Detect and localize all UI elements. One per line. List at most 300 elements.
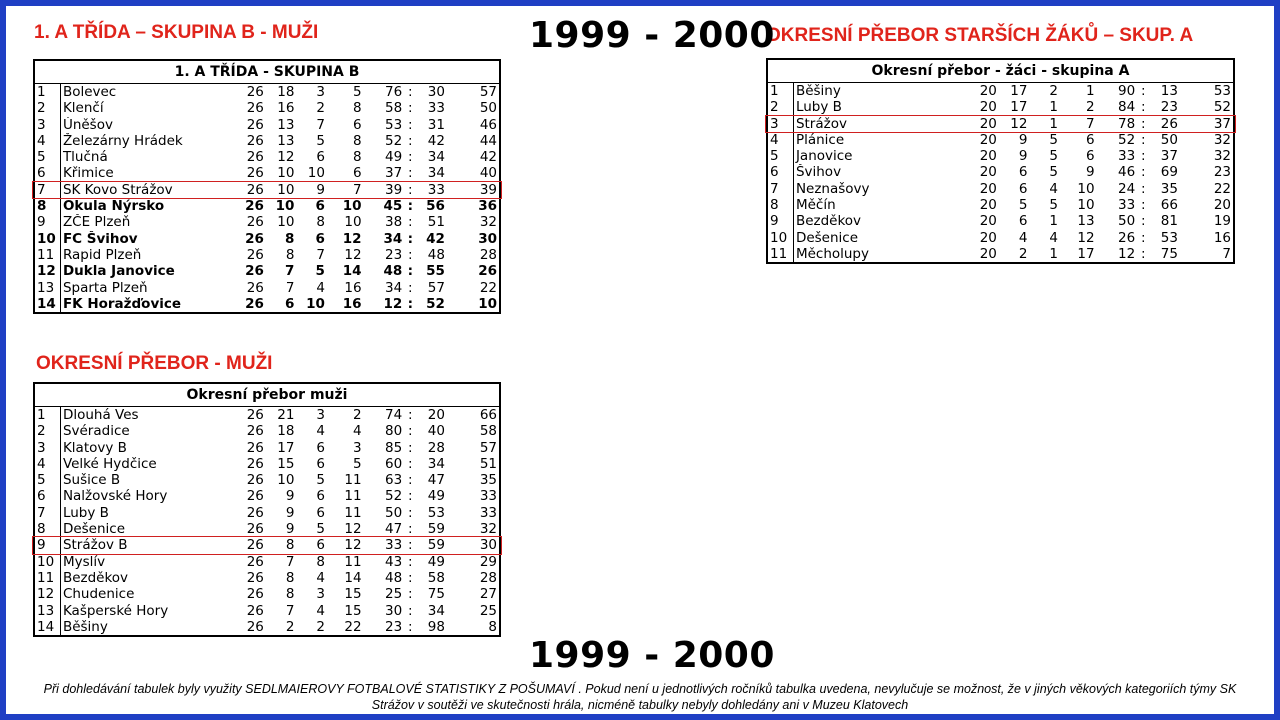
- rank-cell: 9: [767, 213, 793, 229]
- losses-cell: 10: [1077, 180, 1095, 197]
- losses-cell: 14: [342, 263, 362, 280]
- standings-table-a-trida: [33, 59, 501, 314]
- goals-against-cell: 40: [427, 423, 445, 440]
- draws-cell: 4: [316, 423, 325, 440]
- score-separator-cell: :: [1141, 164, 1146, 181]
- draws-cell: 5: [316, 132, 325, 149]
- losses-cell: 13: [1077, 213, 1095, 230]
- rank-cell: 13: [34, 280, 60, 296]
- points-cell: 32: [1213, 148, 1231, 165]
- played-cell: 20: [979, 245, 997, 262]
- points-cell: 29: [479, 553, 497, 570]
- table-row: [767, 246, 1234, 263]
- points-cell: 32: [479, 521, 497, 538]
- wins-cell: 10: [277, 472, 295, 489]
- table-row: [767, 148, 1234, 164]
- draws-cell: 6: [316, 504, 325, 521]
- goals-for-cell: 53: [385, 116, 403, 133]
- goals-for-cell: 33: [385, 537, 403, 554]
- wins-cell: 9: [285, 504, 295, 521]
- table-row: [34, 214, 500, 230]
- rank-cell: 8: [34, 198, 60, 214]
- wins-cell: 9: [285, 521, 295, 538]
- goals-against-cell: 31: [427, 116, 445, 133]
- points-cell: 57: [479, 439, 497, 456]
- wins-cell: 12: [1010, 115, 1028, 132]
- wins-cell: 17: [1010, 99, 1028, 116]
- score-separator-cell: :: [408, 116, 413, 133]
- goals-for-cell: 46: [1118, 164, 1136, 181]
- score-separator-cell: :: [1141, 131, 1146, 148]
- heading-a-trida: 1. A TŘÍDA – SKUPINA B - MUŽI: [34, 22, 319, 43]
- points-cell: 35: [479, 472, 497, 489]
- losses-cell: 10: [1077, 197, 1095, 214]
- played-cell: 26: [246, 407, 264, 423]
- score-separator-cell: :: [408, 488, 413, 505]
- draws-cell: 3: [316, 586, 325, 603]
- team-name-cell: Strážov B: [62, 537, 128, 554]
- table-row: [767, 197, 1234, 213]
- rank-cell: 12: [34, 586, 60, 602]
- team-name-cell: Klenčí: [62, 100, 104, 117]
- points-cell: 33: [479, 504, 497, 521]
- footnote: Při dohledávání tabulek byly využity SEDLMAIEROVY FOTBALOVÉ STATISTIKY Z POŠUMAVÍ . Pokud není u jednotlivých ročníků tabulka uvedena, nevylučuje se možnost, že v jiných věkových kategoriích týmy SK Strážov v soutěži ve skutečnosti hrála, nicméně tabulky nebyly dohledány ani v Muzeu Klatovech: [43, 682, 1237, 712]
- table-row: [34, 117, 500, 133]
- score-separator-cell: :: [1141, 180, 1146, 197]
- standings-table-okresni-zaci: [766, 58, 1235, 264]
- goals-against-cell: 20: [427, 407, 445, 423]
- played-cell: 26: [246, 586, 264, 603]
- rank-cell: 6: [34, 488, 60, 504]
- table-row: [34, 440, 500, 456]
- table-row: [34, 537, 500, 553]
- table-row: [34, 619, 500, 636]
- table-row: [34, 247, 500, 263]
- table-row: [34, 280, 500, 296]
- table-row: [34, 472, 500, 488]
- goals-for-cell: 76: [385, 84, 403, 100]
- goals-for-cell: 48: [385, 569, 403, 586]
- played-cell: 20: [979, 115, 997, 132]
- team-name-cell: Plánice: [795, 131, 845, 148]
- goals-against-cell: 42: [427, 132, 445, 149]
- points-cell: 66: [479, 407, 497, 423]
- score-separator-cell: :: [1141, 245, 1146, 262]
- played-cell: 26: [246, 423, 264, 440]
- goals-for-cell: 47: [385, 521, 403, 538]
- points-cell: 57: [479, 84, 497, 100]
- played-cell: 26: [246, 488, 264, 505]
- draws-cell: 1: [1049, 245, 1058, 262]
- table-title: Okresní přebor - žáci - skupina A: [767, 59, 1234, 83]
- goals-for-cell: 23: [385, 246, 403, 263]
- wins-cell: 17: [277, 439, 295, 456]
- losses-cell: 4: [352, 423, 362, 440]
- played-cell: 26: [246, 214, 264, 231]
- wins-cell: 13: [277, 116, 295, 133]
- wins-cell: 4: [1018, 229, 1028, 246]
- table-row: [34, 423, 500, 439]
- goals-for-cell: 90: [1118, 83, 1136, 99]
- table-title: Okresní přebor muži: [34, 383, 500, 407]
- table-row: [767, 116, 1234, 132]
- goals-for-cell: 12: [383, 295, 403, 312]
- losses-cell: 2: [352, 407, 362, 423]
- losses-cell: 5: [352, 455, 362, 472]
- wins-cell: 17: [1010, 83, 1028, 99]
- goals-for-cell: 24: [1118, 180, 1136, 197]
- goals-against-cell: 33: [427, 100, 445, 117]
- points-cell: 50: [479, 100, 497, 117]
- team-name-cell: Běšiny: [62, 618, 108, 635]
- losses-cell: 9: [1085, 164, 1095, 181]
- losses-cell: 12: [1077, 229, 1095, 246]
- draws-cell: 4: [316, 569, 325, 586]
- goals-against-cell: 59: [427, 521, 445, 538]
- played-cell: 26: [246, 279, 264, 296]
- table-row: [34, 149, 500, 165]
- team-name-cell: Úněšov: [62, 116, 113, 133]
- points-cell: 39: [479, 181, 497, 198]
- score-separator-cell: :: [407, 198, 414, 215]
- wins-cell: 10: [277, 181, 295, 198]
- draws-cell: 3: [316, 407, 325, 423]
- rank-cell: 6: [767, 164, 793, 180]
- score-separator-cell: :: [1141, 197, 1146, 214]
- wins-cell: 18: [277, 84, 295, 100]
- score-separator-cell: :: [1141, 99, 1146, 116]
- score-separator-cell: :: [408, 537, 413, 554]
- rank-cell: 7: [34, 182, 60, 198]
- played-cell: 20: [979, 180, 997, 197]
- rank-cell: 5: [767, 148, 793, 164]
- score-separator-cell: :: [408, 407, 413, 423]
- table-row: [767, 164, 1234, 180]
- score-separator-cell: :: [1141, 83, 1146, 99]
- score-separator-cell: :: [408, 149, 413, 166]
- points-cell: 46: [479, 116, 497, 133]
- goals-against-cell: 34: [427, 165, 445, 182]
- points-cell: 33: [479, 488, 497, 505]
- goals-against-cell: 52: [426, 295, 445, 312]
- goals-for-cell: 52: [385, 488, 403, 505]
- team-name-cell: Myslív: [62, 553, 106, 570]
- team-name-cell: Železárny Hrádek: [62, 132, 183, 149]
- goals-against-cell: 75: [427, 586, 445, 603]
- score-separator-cell: :: [408, 618, 413, 635]
- goals-for-cell: 49: [385, 149, 403, 166]
- played-cell: 26: [246, 165, 264, 182]
- team-name-cell: Luby B: [62, 504, 109, 521]
- rank-cell: 2: [34, 423, 60, 439]
- score-separator-cell: :: [1141, 115, 1146, 132]
- heading-okresni-muzi: OKRESNÍ PŘEBOR - MUŽI: [36, 353, 273, 374]
- points-cell: 58: [479, 423, 497, 440]
- rank-cell: 12: [34, 263, 60, 279]
- points-cell: 36: [478, 198, 497, 215]
- points-cell: 8: [488, 618, 497, 635]
- rank-cell: 9: [34, 214, 60, 230]
- table-row: [34, 456, 500, 472]
- goals-against-cell: 23: [1160, 99, 1178, 116]
- losses-cell: 8: [352, 132, 362, 149]
- team-name-cell: Bezděkov: [62, 569, 129, 586]
- table-row: [34, 100, 500, 116]
- played-cell: 26: [246, 116, 264, 133]
- table-row: [34, 263, 500, 279]
- team-name-cell: Okula Nýrsko: [62, 198, 165, 215]
- wins-cell: 16: [277, 100, 295, 117]
- losses-cell: 6: [1085, 131, 1095, 148]
- draws-cell: 4: [1049, 229, 1058, 246]
- table-row: [34, 554, 500, 570]
- points-cell: 37: [1213, 115, 1231, 132]
- draws-cell: 1: [1049, 99, 1058, 116]
- losses-cell: 16: [344, 279, 362, 296]
- goals-for-cell: 33: [1118, 197, 1136, 214]
- goals-against-cell: 50: [1160, 131, 1178, 148]
- rank-cell: 3: [767, 116, 793, 132]
- points-cell: 30: [479, 537, 497, 554]
- points-cell: 32: [479, 214, 497, 231]
- team-name-cell: Rapid Plzeň: [62, 246, 142, 263]
- points-cell: 28: [479, 246, 497, 263]
- team-name-cell: Švihov: [795, 164, 842, 181]
- draws-cell: 5: [316, 521, 325, 538]
- rank-cell: 7: [34, 505, 60, 521]
- score-separator-cell: :: [408, 504, 413, 521]
- team-name-cell: ZČE Plzeň: [62, 214, 131, 231]
- wins-cell: 12: [277, 149, 295, 166]
- losses-cell: 11: [344, 553, 362, 570]
- played-cell: 20: [979, 213, 997, 230]
- goals-against-cell: 48: [427, 246, 445, 263]
- wins-cell: 8: [285, 586, 295, 603]
- wins-cell: 6: [1018, 180, 1028, 197]
- team-name-cell: Dlouhá Ves: [62, 407, 139, 423]
- goals-against-cell: 58: [427, 569, 445, 586]
- losses-cell: 14: [344, 569, 362, 586]
- score-separator-cell: :: [408, 602, 413, 619]
- goals-against-cell: 75: [1160, 245, 1178, 262]
- table-row: [34, 603, 500, 619]
- wins-cell: 2: [285, 618, 295, 635]
- table-row: [34, 488, 500, 504]
- played-cell: 20: [979, 229, 997, 246]
- losses-cell: 11: [344, 472, 362, 489]
- rank-cell: 3: [34, 117, 60, 133]
- rank-cell: 9: [34, 537, 60, 553]
- table-row: [34, 182, 500, 198]
- table-row: [34, 198, 500, 214]
- score-separator-cell: :: [408, 569, 413, 586]
- wins-cell: 8: [285, 569, 295, 586]
- draws-cell: 1: [1049, 213, 1058, 230]
- goals-for-cell: 50: [385, 504, 403, 521]
- losses-cell: 8: [352, 149, 362, 166]
- draws-cell: 7: [316, 116, 325, 133]
- points-cell: 7: [1222, 245, 1231, 262]
- goals-against-cell: 66: [1160, 197, 1178, 214]
- goals-against-cell: 42: [426, 230, 445, 247]
- team-name-cell: Luby B: [795, 99, 842, 116]
- score-separator-cell: :: [407, 230, 414, 247]
- rank-cell: 8: [34, 521, 60, 537]
- losses-cell: 10: [342, 198, 362, 215]
- goals-against-cell: 33: [427, 181, 445, 198]
- played-cell: 26: [245, 198, 264, 215]
- goals-against-cell: 34: [427, 149, 445, 166]
- goals-for-cell: 58: [385, 100, 403, 117]
- draws-cell: 6: [316, 455, 325, 472]
- table-row: [767, 99, 1234, 115]
- team-name-cell: Sušice B: [62, 472, 121, 489]
- played-cell: 26: [246, 602, 264, 619]
- goals-against-cell: 34: [427, 602, 445, 619]
- table-row: [34, 521, 500, 537]
- goals-for-cell: 63: [385, 472, 403, 489]
- losses-cell: 8: [352, 100, 362, 117]
- score-separator-cell: :: [408, 246, 413, 263]
- score-separator-cell: :: [408, 553, 413, 570]
- draws-cell: 5: [1049, 197, 1058, 214]
- goals-for-cell: 78: [1118, 115, 1136, 132]
- losses-cell: 15: [344, 586, 362, 603]
- wins-cell: 7: [285, 279, 295, 296]
- draws-cell: 5: [1049, 148, 1058, 165]
- losses-cell: 6: [1085, 148, 1095, 165]
- table-row: [34, 165, 500, 181]
- wins-cell: 8: [285, 537, 295, 554]
- wins-cell: 10: [277, 165, 295, 182]
- team-name-cell: Strážov: [795, 115, 847, 132]
- played-cell: 26: [246, 100, 264, 117]
- score-separator-cell: :: [408, 132, 413, 149]
- played-cell: 26: [246, 132, 264, 149]
- points-cell: 30: [478, 230, 497, 247]
- table-row: [34, 407, 500, 424]
- losses-cell: 22: [344, 618, 362, 635]
- played-cell: 26: [246, 537, 264, 554]
- goals-against-cell: 81: [1160, 213, 1178, 230]
- wins-cell: 9: [1018, 131, 1028, 148]
- table-row: [767, 132, 1234, 148]
- draws-cell: 2: [316, 100, 325, 117]
- goals-against-cell: 35: [1160, 180, 1178, 197]
- played-cell: 26: [246, 455, 264, 472]
- played-cell: 26: [246, 553, 264, 570]
- losses-cell: 6: [352, 116, 362, 133]
- draws-cell: 3: [316, 84, 325, 100]
- played-cell: 20: [979, 99, 997, 116]
- goals-for-cell: 85: [385, 439, 403, 456]
- goals-for-cell: 26: [1118, 229, 1136, 246]
- table-row: [34, 505, 500, 521]
- points-cell: 10: [478, 295, 497, 312]
- score-separator-cell: :: [407, 295, 414, 312]
- wins-cell: 7: [285, 553, 295, 570]
- team-name-cell: Janovice: [795, 148, 853, 165]
- wins-cell: 7: [285, 263, 295, 280]
- score-separator-cell: :: [1141, 213, 1146, 230]
- season-year-bottom: 1999 - 2000: [529, 635, 775, 676]
- losses-cell: 15: [344, 602, 362, 619]
- goals-for-cell: 45: [383, 198, 403, 215]
- goals-for-cell: 52: [1118, 131, 1136, 148]
- score-separator-cell: :: [408, 586, 413, 603]
- points-cell: 26: [478, 263, 497, 280]
- draws-cell: 8: [316, 214, 325, 231]
- points-cell: 28: [479, 569, 497, 586]
- points-cell: 20: [1213, 197, 1231, 214]
- goals-against-cell: 26: [1160, 115, 1178, 132]
- team-name-cell: Kašperské Hory: [62, 602, 169, 619]
- score-separator-cell: :: [408, 472, 413, 489]
- goals-against-cell: 56: [426, 198, 445, 215]
- losses-cell: 17: [1077, 245, 1095, 262]
- draws-cell: 6: [316, 439, 325, 456]
- wins-cell: 13: [277, 132, 295, 149]
- goals-against-cell: 69: [1160, 164, 1178, 181]
- goals-for-cell: 34: [385, 279, 403, 296]
- team-name-cell: Velké Hydčice: [62, 455, 157, 472]
- played-cell: 26: [246, 439, 264, 456]
- losses-cell: 2: [1085, 99, 1095, 116]
- goals-against-cell: 13: [1160, 83, 1178, 99]
- team-name-cell: Chudenice: [62, 586, 135, 603]
- goals-for-cell: 25: [385, 586, 403, 603]
- draws-cell: 7: [316, 246, 325, 263]
- score-separator-cell: :: [1141, 148, 1146, 165]
- team-name-cell: Křimice: [62, 165, 114, 182]
- wins-cell: 8: [285, 246, 295, 263]
- goals-against-cell: 59: [427, 537, 445, 554]
- team-name-cell: Sparta Plzeň: [62, 279, 148, 296]
- draws-cell: 5: [316, 472, 325, 489]
- draws-cell: 5: [1049, 164, 1058, 181]
- rank-cell: 5: [34, 472, 60, 488]
- points-cell: 40: [479, 165, 497, 182]
- goals-against-cell: 49: [427, 488, 445, 505]
- draws-cell: 4: [316, 602, 325, 619]
- points-cell: 27: [479, 586, 497, 603]
- rank-cell: 4: [34, 456, 60, 472]
- score-separator-cell: :: [408, 84, 413, 100]
- played-cell: 26: [246, 149, 264, 166]
- table-row: [767, 181, 1234, 197]
- losses-cell: 5: [352, 84, 362, 100]
- goals-against-cell: 55: [426, 263, 445, 280]
- rank-cell: 2: [34, 100, 60, 116]
- table-row: [34, 586, 500, 602]
- points-cell: 52: [1213, 99, 1231, 116]
- team-name-cell: Měcholupy: [795, 245, 869, 262]
- score-separator-cell: :: [408, 521, 413, 538]
- losses-cell: 16: [342, 295, 362, 312]
- wins-cell: 18: [277, 423, 295, 440]
- goals-for-cell: 39: [385, 181, 403, 198]
- wins-cell: 10: [275, 198, 295, 215]
- score-separator-cell: :: [408, 100, 413, 117]
- rank-cell: 4: [34, 133, 60, 149]
- goals-for-cell: 80: [385, 423, 403, 440]
- rank-cell: 6: [34, 165, 60, 181]
- score-separator-cell: :: [408, 214, 413, 231]
- rank-cell: 10: [767, 230, 793, 246]
- points-cell: 23: [1213, 164, 1231, 181]
- played-cell: 26: [245, 263, 264, 280]
- rank-cell: 13: [34, 603, 60, 619]
